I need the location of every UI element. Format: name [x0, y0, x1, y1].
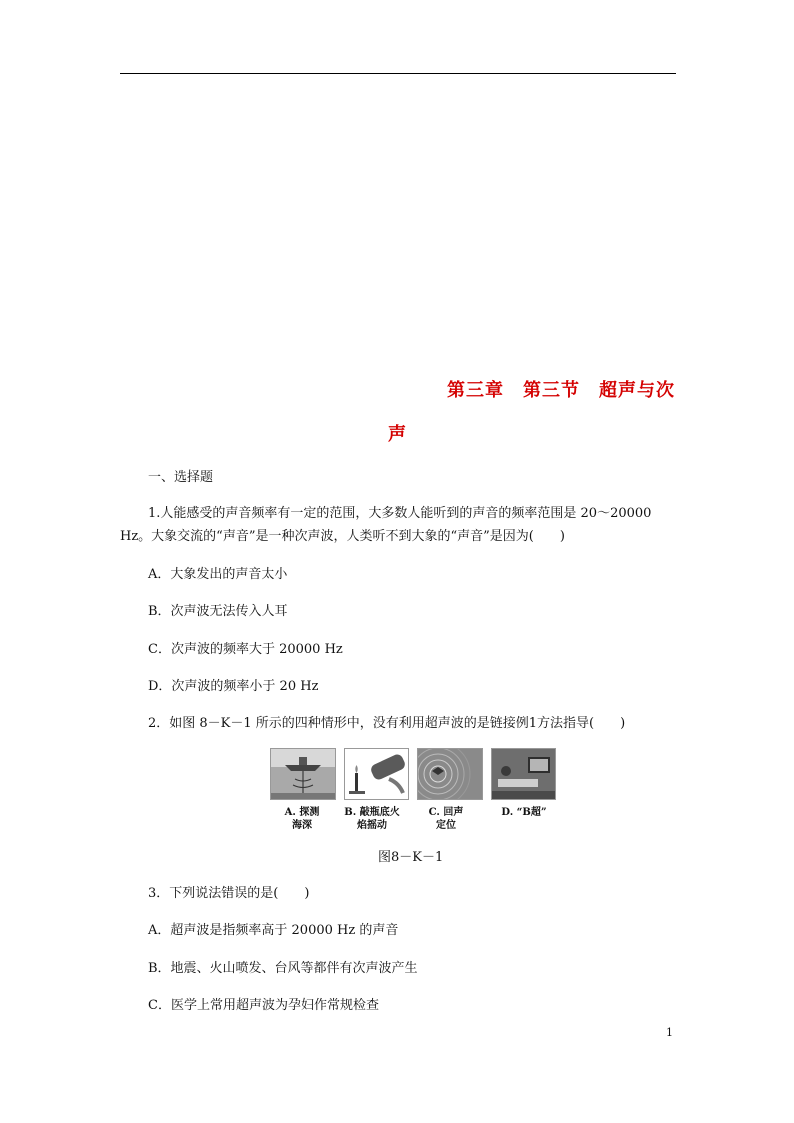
question-3-option-b: B．地震、火山喷发、台风等都伴有次声波产生 [148, 961, 418, 976]
figure-b-caption-line-1: B. 敲瓶底火 [344, 807, 400, 818]
ship-sonar-icon [270, 748, 336, 800]
bottle-candle-icon [344, 748, 410, 800]
figure-d-caption [494, 806, 554, 819]
chapter-title-cont: 声 [388, 424, 407, 445]
chapter-title: 第三章 第三节 超声与次 [447, 380, 675, 401]
figure-d-caption-line-1: D. “B超” [501, 807, 547, 818]
figure-c-caption-line-1: C. 回声 [428, 807, 464, 818]
figure-b-caption-line-2: 焰摇动 [357, 820, 387, 831]
page-number: 1 [666, 1026, 673, 1039]
question-1-line-2: Hz。大象交流的“声音”是一种次声波，人类听不到大象的“声音”是因为( ) [120, 529, 565, 544]
section-heading: 一、选择题 [148, 470, 214, 485]
question-3-line-1: 3．下列说法错误的是( ) [148, 886, 310, 901]
figure-c-caption-line-2: 定位 [436, 820, 456, 831]
figure-a-caption-line-1: A. 探测 [284, 807, 320, 818]
question-1-option-d: D．次声波的频率小于 20 Hz [148, 679, 319, 694]
figure-row [270, 748, 556, 800]
ultrasound-scan-icon [491, 748, 557, 800]
question-1-option-b: B．次声波无法传入人耳 [148, 604, 288, 619]
figure-b-caption [340, 806, 404, 832]
question-1-line-1: 1.人能感受的声音频率有一定的范围，大多数人能听到的声音的频率范围是 20～20000 [148, 506, 652, 521]
question-1-option-a: A．大象发出的声音太小 [148, 567, 288, 582]
header-rule [120, 73, 676, 74]
question-3-option-c: C．医学上常用超声波为孕妇作常规检查 [148, 998, 379, 1013]
figure-a-caption [282, 806, 322, 832]
figure-label: 图8－K－1 [378, 850, 444, 865]
question-2-line-1: 2．如图 8－K－1 所示的四种情形中，没有利用超声波的是链接例1方法指导( ) [148, 716, 626, 731]
question-3-option-a: A．超声波是指频率高于 20000 Hz 的声音 [148, 923, 399, 938]
figure-a-caption-line-2: 海深 [292, 820, 312, 831]
question-1-option-c: C．次声波的频率大于 20000 Hz [148, 642, 343, 657]
figure-c-caption [424, 806, 468, 832]
bat-waves-icon [417, 748, 483, 800]
